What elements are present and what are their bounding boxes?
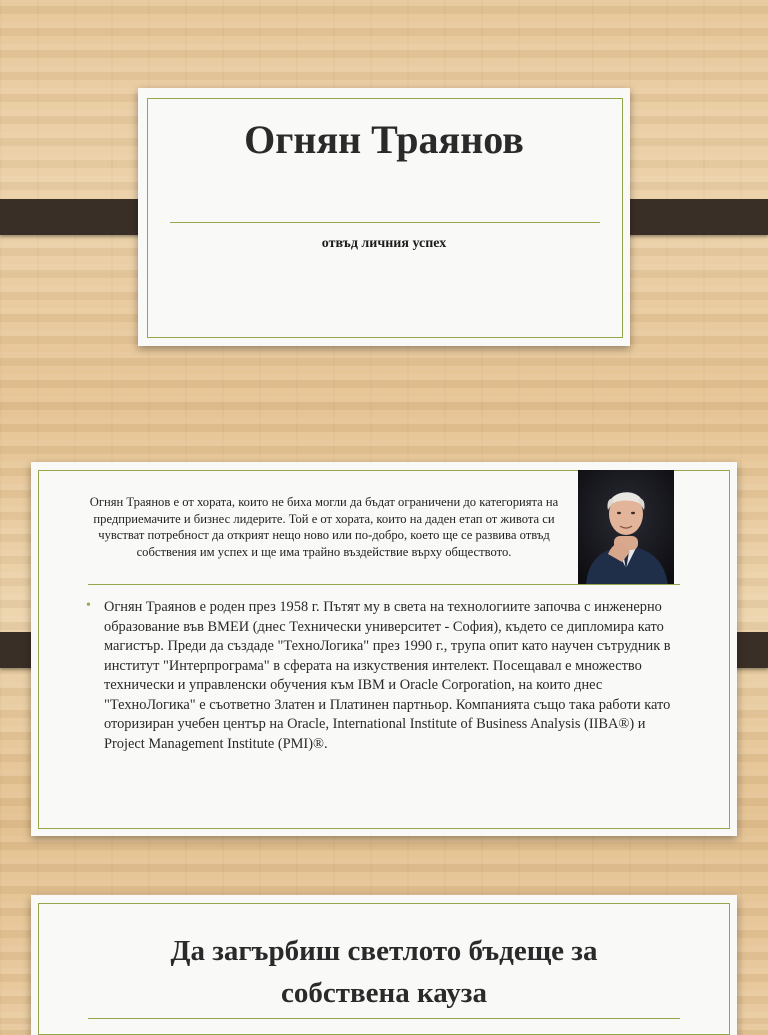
decorative-band-left-1: [0, 199, 155, 235]
bio-bullet-text: Огнян Траянов е роден през 1958 г. Пътят му в света на технологиите започва с инженерно образование във ВМЕИ (днес Технически университет - София), където се дипломира като магистър. Преди да създаде "ТехноЛогика" през 1990 г., трупа опит като научен сътрудник в институт "Интерпрограма" в сферата на изкуствения интелект. Посещавал е множество технически и управленски обучения към IBM и Oracle Corporation, на които днес "ТехноЛогика" е съответно Златен и Платинен партньор. Компанията също така работи като оторизиран учебен център на Oracle, International Institute of Business Analysis (IIBA®) и Project Management Institute (PMI)®.: [104, 599, 671, 752]
intro-paragraph: Огнян Траянов е от хората, които не биха могли да бъдат ограничени до категорията на предприемачите и бизнес лидерите. Той е от хората, които на даден етап от живота си чувстват потребност да открият нещо ново или по-добро, което ще се развива отвъд собствения им успех и ще има трайно въздействие върху обществото.: [89, 495, 559, 559]
cause-slide-title: Да загърбиш светлото бъдеще за собствена кауза: [170, 935, 598, 1009]
portrait-photo: [578, 470, 674, 585]
title-divider: [170, 222, 600, 223]
bullet-marker: •: [86, 598, 91, 613]
decorative-band-left-2: [0, 632, 34, 668]
slide-title: Огнян Траянов: [244, 117, 524, 162]
bio-divider: [88, 584, 680, 585]
portrait-image: [578, 470, 674, 585]
cause-divider: [88, 1018, 680, 1019]
slide-subtitle: отвъд личния успех: [321, 236, 447, 251]
decorative-band-right-1: [613, 199, 768, 235]
bio-bullet: [86, 598, 686, 754]
